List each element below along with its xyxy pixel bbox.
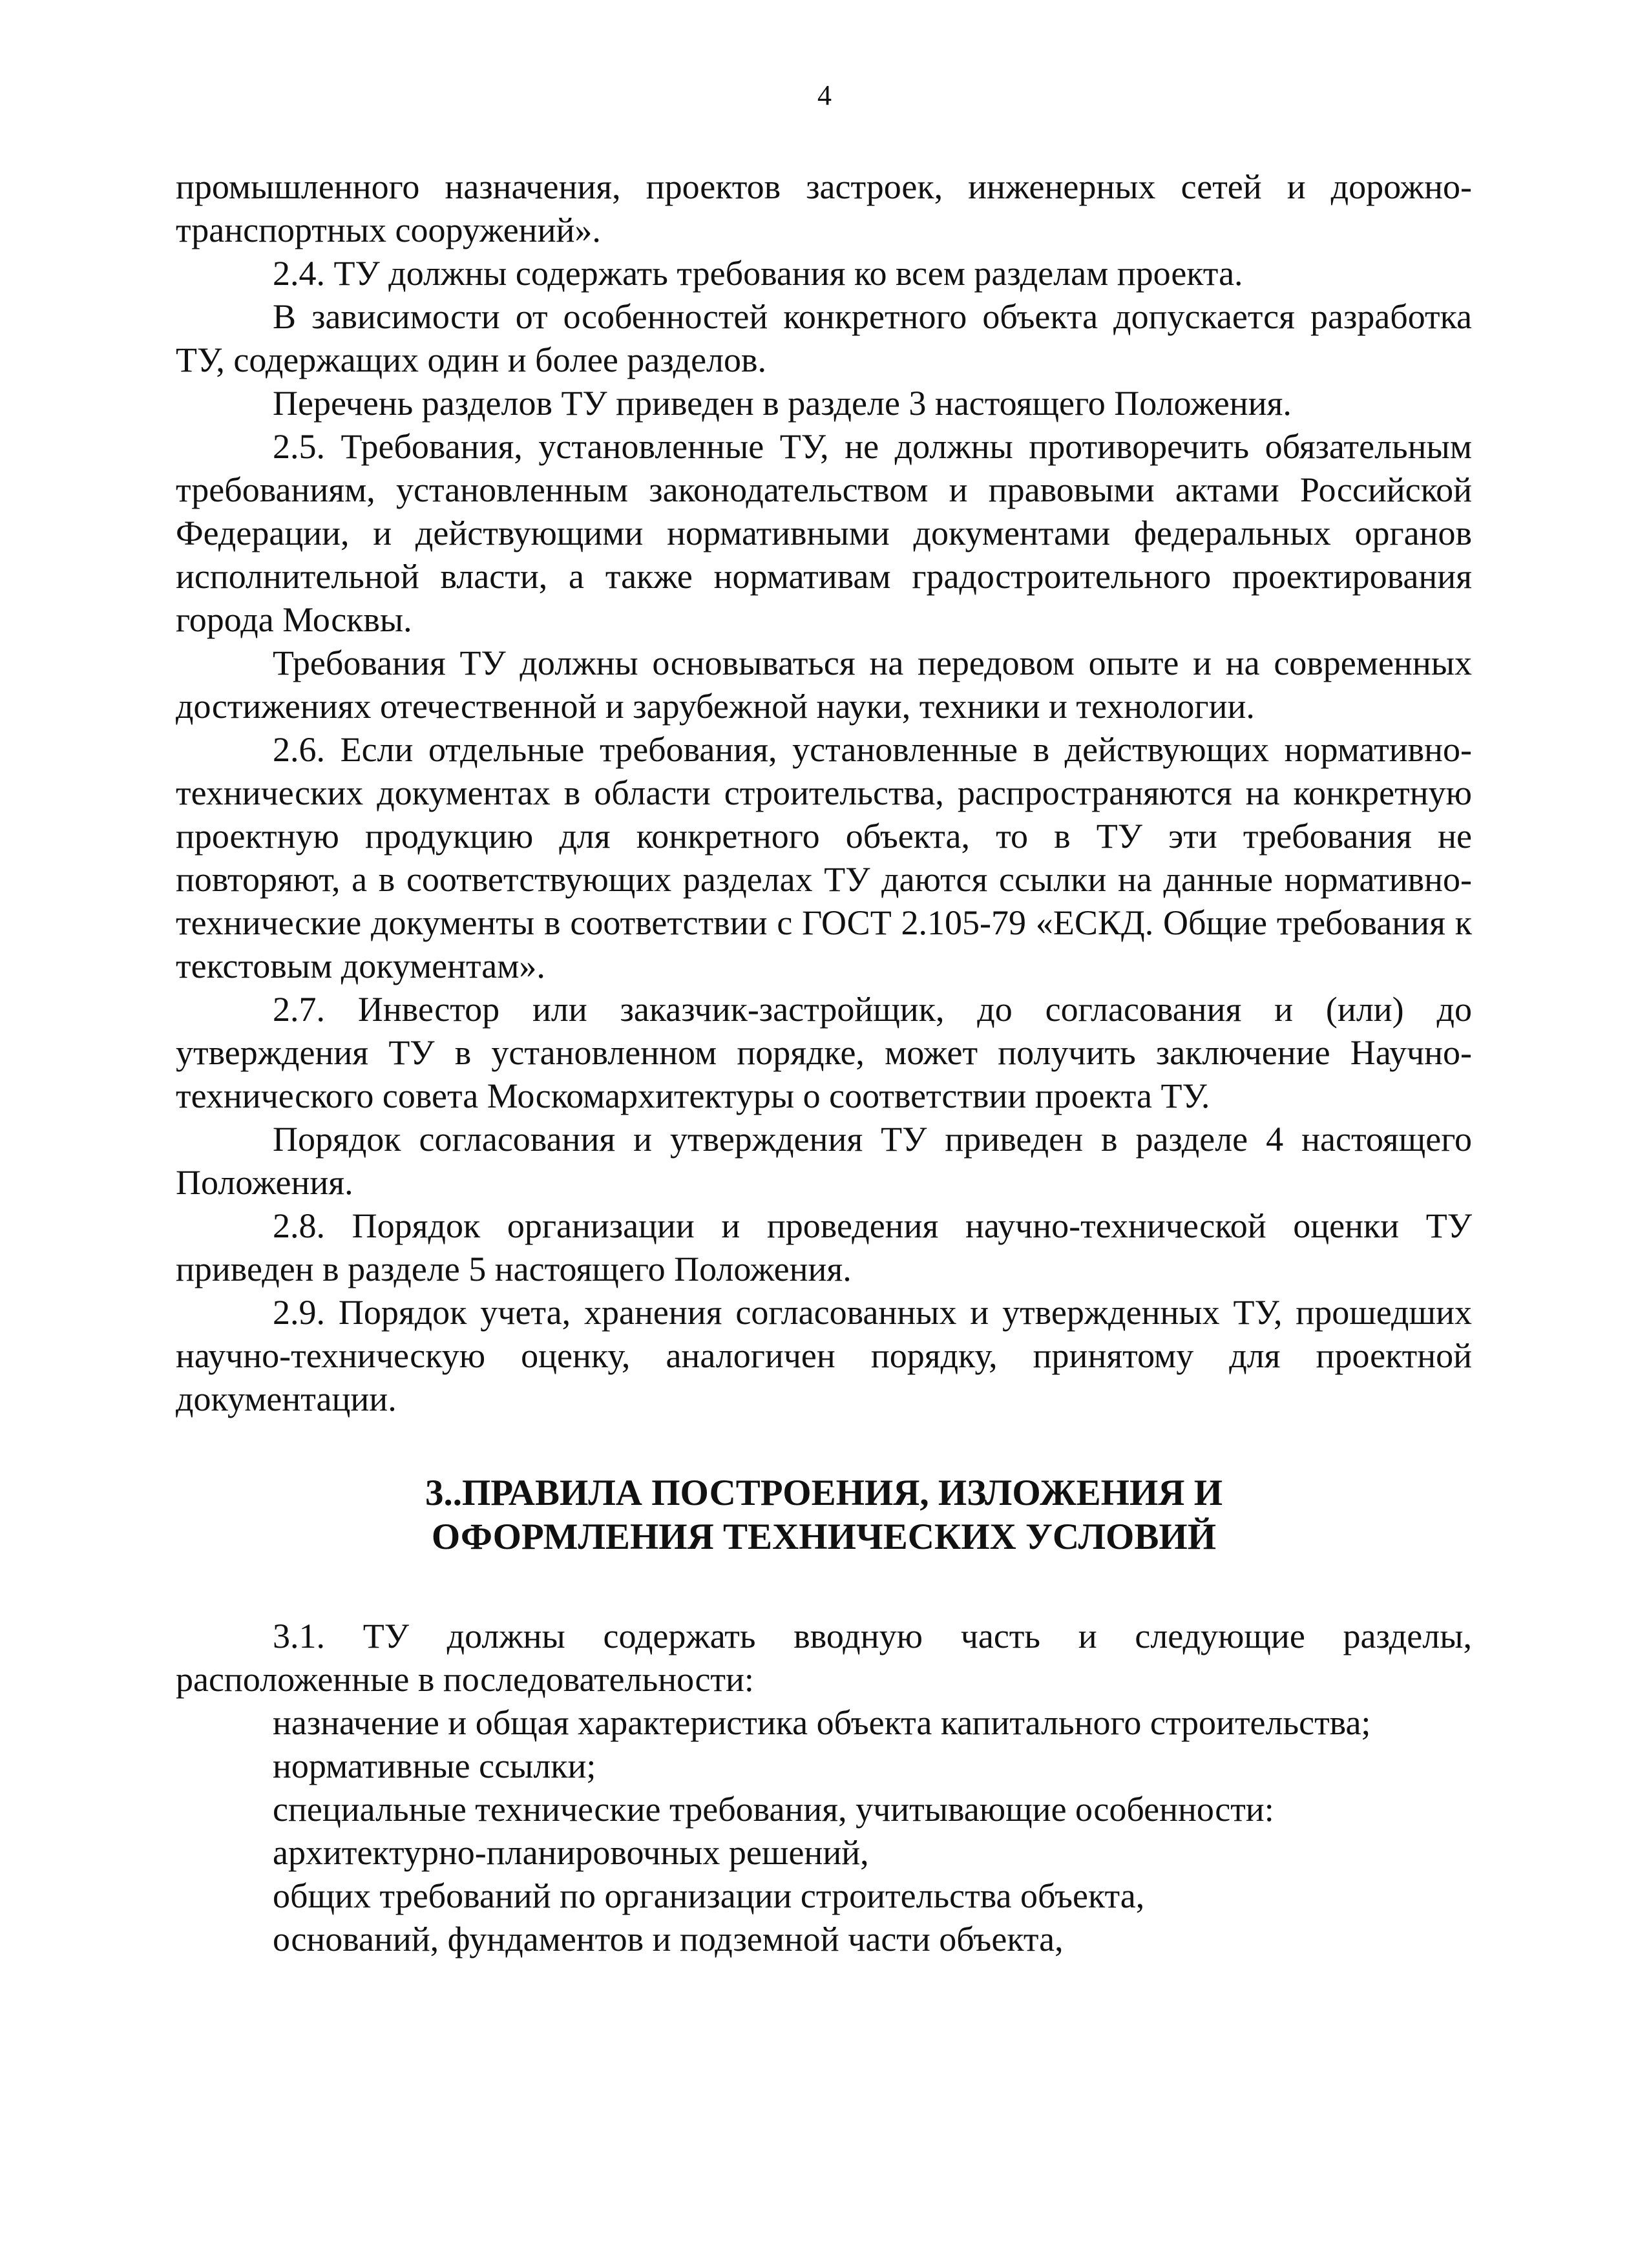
paragraph-3-1: 3.1. ТУ должны содержать вводную часть и следующие разделы, расположенные в последовательности: — [176, 1617, 1472, 1699]
paragraph-continuation: промышленного назначения, проектов застроек, инженерных сетей и дорожно-транспортных сооружений». — [176, 167, 1472, 249]
paragraph-2-8: 2.8. Порядок организации и проведения научно-технической оценки ТУ приведен в разделе 5 настоящего Положения. — [176, 1206, 1472, 1288]
paragraph-2-5: 2.5. Требования, установленные ТУ, не должны противоречить обязательным требованиям, установленным законодательством и правовыми актами Российской Федерации, и действующими нормативными документами федеральных органов исполнительной власти, а также нормативам градостроительного проектирования города Москвы. — [176, 427, 1472, 639]
list-item-special-requirements: специальные технические требования, учитывающие особенности: — [273, 1790, 1274, 1829]
section-3-heading-line-1: 3..ПРАВИЛА ПОСТРОЕНИЯ, ИЗЛОЖЕНИЯ И — [425, 1473, 1223, 1513]
paragraph-2-5-basis: Требования ТУ должны основываться на передовом опыте и на современных достижениях отечественной и зарубежной науки, техники и технологии. — [176, 644, 1472, 726]
list-item-construction-organization: общих требований по организации строительства объекта, — [273, 1876, 1145, 1915]
paragraph-2-7-order: Порядок согласования и утверждения ТУ приведен в разделе 4 настоящего Положения. — [176, 1120, 1472, 1202]
list-item-foundations: оснований, фундаментов и подземной части объекта, — [273, 1920, 1064, 1958]
document-body — [176, 165, 1472, 1961]
paragraph-2-9: 2.9. Порядок учета, хранения согласованных и утвержденных ТУ, прошедших научно-техническую оценку, аналогичен порядку, принятому для проектной документации. — [176, 1293, 1472, 1418]
paragraph-2-7: 2.7. Инвестор или заказчик-застройщик, до согласования и (или) до утверждения ТУ в установленном порядке, может получить заключение Научно-технического совета Москомархитектуры о соответствии проекта ТУ. — [176, 990, 1472, 1115]
list-item-purpose: назначение и общая характеристика объекта капитального строительства; — [273, 1703, 1371, 1742]
section-3-heading — [176, 1471, 1472, 1559]
section-3-heading-line-2: ОФОРМЛЕНИЯ ТЕХНИЧЕСКИХ УСЛОВИЙ — [431, 1517, 1217, 1557]
page-number: 4 — [817, 79, 832, 111]
paragraph-2-4-sections: Перечень разделов ТУ приведен в разделе 3 настоящего Положения. — [273, 384, 1292, 423]
paragraph-2-6: 2.6. Если отдельные требования, установленные в действующих нормативно-технических документах в области строительства, распространяются на конкретную проектную продукцию для конкретного объекта, то в ТУ эти требования не повторяют, а в соответствующих разделах ТУ даются ссылки на данные нормативно-технические документы в соответствии с ГОСТ 2.105-79 «ЕСКД. Общие требования к текстовым документам». — [176, 730, 1472, 985]
paragraph-2-4-detail: В зависимости от особенностей конкретного объекта допускается разработка ТУ, содержащих один и более разделов. — [176, 297, 1472, 379]
paragraph-2-4: 2.4. ТУ должны содержать требования ко всем разделам проекта. — [273, 254, 1243, 293]
list-item-normative-references: нормативные ссылки; — [273, 1747, 596, 1785]
list-item-architecture: архитектурно-планировочных решений, — [273, 1833, 869, 1872]
